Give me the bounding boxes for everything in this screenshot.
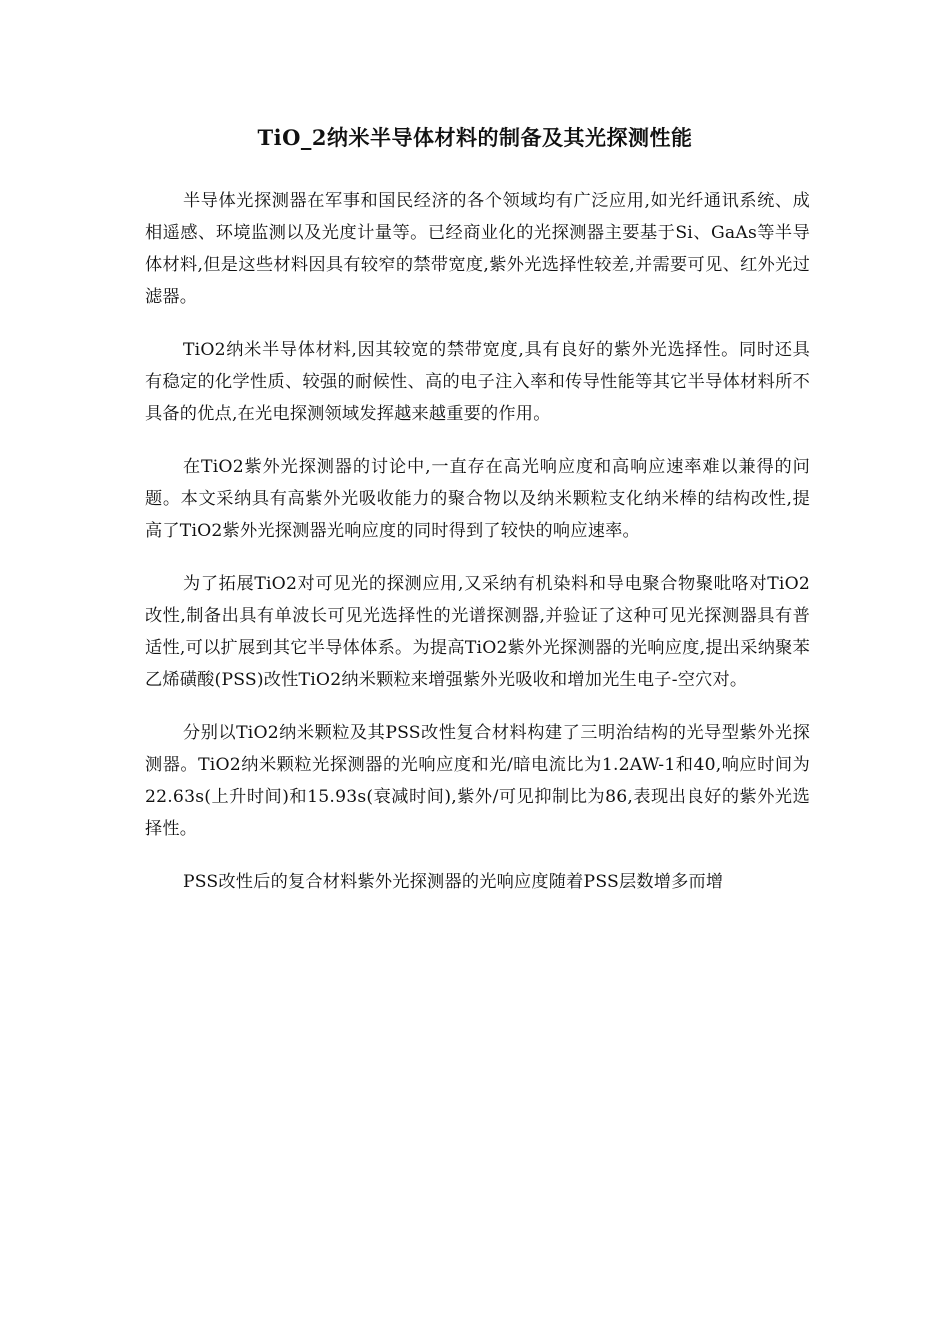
paragraph-4: 为了拓展TiO2对可见光的探测应用,又采纳有机染料和导电聚合物聚吡咯对TiO2改性,制备出具有单波长可见光选择性的光谱探测器,并验证了这种可见光探测器具有普适性,可以扩展到其它半导体体系。为提高TiO2紫外光探测器的光响应度,提出采纳聚苯乙烯磺酸(PSS)改性TiO2纳米颗粒来增强紫外光吸收和增加光生电子-空穴对。 — [145, 574, 810, 690]
paragraph-3: 在TiO2紫外光探测器的讨论中,一直存在高光响应度和高响应速率难以兼得的问题。本文采纳具有高紫外光吸收能力的聚合物以及纳米颗粒支化纳米棒的结构改性,提高了TiO2紫外光探测器光响应度的同时得到了较快的响应速率。 — [145, 457, 810, 541]
document-body — [145, 185, 810, 919]
document-title: TiO_2纳米半导体材料的制备及其光探测性能 — [257, 125, 693, 150]
paragraph-1: 半导体光探测器在军事和国民经济的各个领域均有广泛应用,如光纤通讯系统、成相遥感、环境监测以及光度计量等。已经商业化的光探测器主要基于Si、GaAs等半导体材料,但是这些材料因具有较窄的禁带宽度,紫外光选择性较差,并需要可见、红外光过滤器。 — [145, 191, 810, 307]
paragraph-5: 分别以TiO2纳米颗粒及其PSS改性复合材料构建了三明治结构的光导型紫外光探测器。TiO2纳米颗粒光探测器的光响应度和光/暗电流比为1.2AW-1和40,响应时间为22.63s(上升时间)和15.93s(衰减时间),紫外/可见抑制比为86,表现出良好的紫外光选择性。 — [145, 723, 810, 839]
paragraph-6: PSS改性后的复合材料紫外光探测器的光响应度随着PSS层数增多而增 — [183, 872, 724, 892]
paragraph-2: TiO2纳米半导体材料,因其较宽的禁带宽度,具有良好的紫外光选择性。同时还具有稳定的化学性质、较强的耐候性、高的电子注入率和传导性能等其它半导体材料所不具备的优点,在光电探测领域发挥越来越重要的作用。 — [145, 340, 810, 424]
